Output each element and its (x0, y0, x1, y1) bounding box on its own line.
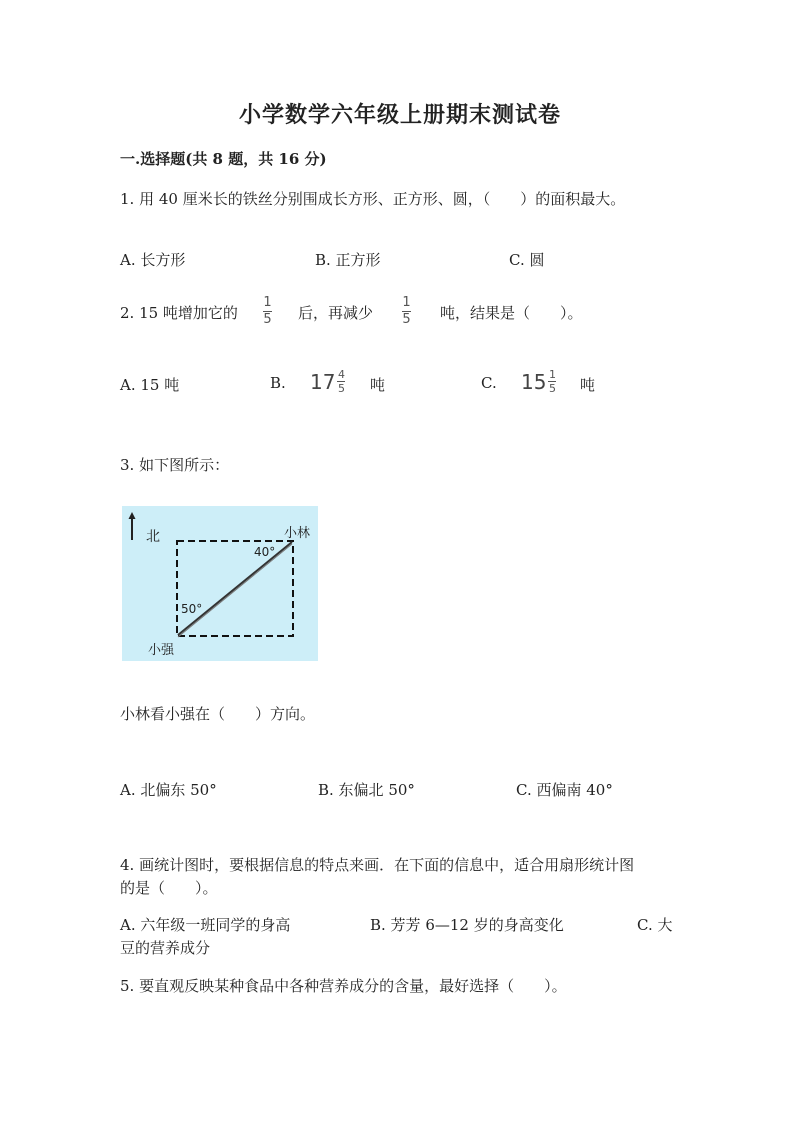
question-3-option-b: B. 东偏北 50° (318, 781, 415, 799)
question-2-option-b-label: B. (270, 374, 286, 392)
question-2-option-b-unit: 吨 (370, 376, 386, 394)
question-2-option-a: A. 15 吨 (120, 376, 180, 394)
question-2-option-c-unit: 吨 (580, 376, 596, 394)
angle-40-label: 40° (254, 545, 276, 559)
question-4-option-c: C. 大 (637, 916, 673, 934)
xiaoqiang-label: 小强 (148, 643, 175, 658)
question-4-stem-line1: 4. 画统计图时，要根据信息的特点来画．在下面的信息中，适合用扇形统计图 (120, 856, 635, 874)
mixed-whole: 15 (521, 369, 547, 394)
question-4-option-b: B. 芳芳 6—12 岁的身高变化 (370, 916, 564, 934)
fraction-denominator: 5 (548, 382, 556, 395)
fraction-numerator: 4 (337, 368, 345, 381)
question-5-stem: 5. 要直观反映某种食品中各种营养成分的含量，最好选择（ ）。 (120, 977, 567, 995)
question-2-text-part1: 2. 15 吨增加它的 (120, 304, 238, 322)
question-2-fraction-2 (402, 296, 411, 327)
question-3-stem: 3. 如下图所示： (120, 456, 230, 474)
fraction-denominator: 5 (263, 312, 272, 327)
xiaolin-label: 小林 (284, 526, 311, 541)
question-2-text-part2: 后，再减少 (298, 304, 374, 322)
angle-50-label: 50° (181, 602, 203, 616)
fraction-numerator: 1 (548, 368, 556, 381)
question-2-option-b-mixed-number (310, 369, 345, 394)
question-1-option-a: A. 长方形 (120, 251, 186, 269)
question-1-stem: 1. 用 40 厘米长的铁丝分别围成长方形、正方形、圆，（ ）的面积最大。 (120, 190, 626, 208)
mixed-fraction (337, 369, 345, 394)
page-title: 小学数学六年级上册期末测试卷 (238, 102, 561, 128)
fraction-numerator: 1 (402, 295, 411, 310)
question-2-option-c-label: C. (481, 374, 497, 392)
question-1-option-c: C. 圆 (509, 251, 545, 269)
fraction-numerator: 1 (263, 295, 272, 310)
question-3-option-c: C. 西偏南 40° (516, 781, 613, 799)
question-3-option-a: A. 北偏东 50° (120, 781, 217, 799)
question-2-option-c-mixed-number (521, 369, 556, 394)
fraction-denominator: 5 (337, 382, 345, 395)
question-1-option-b: B. 正方形 (315, 251, 381, 269)
direction-diagram-svg (122, 506, 318, 661)
mixed-fraction (548, 369, 556, 394)
question-2-text-part3: 吨，结果是（ ）。 (440, 304, 583, 322)
question-4-option-c-continued: 豆的营养成分 (120, 939, 211, 957)
question-4-stem-line2: 的是（ ）。 (120, 879, 218, 897)
fraction-denominator: 5 (402, 312, 411, 327)
direction-diagram (122, 506, 318, 661)
question-2-fraction-1 (263, 296, 272, 327)
question-3-question: 小林看小强在（ ）方向。 (120, 705, 316, 723)
north-label: 北 (146, 529, 160, 545)
question-4-option-a: A. 六年级一班同学的身高 (120, 916, 291, 934)
section-heading: 一.选择题(共 8 题，共 16 分) (120, 150, 327, 168)
mixed-whole: 17 (310, 369, 336, 394)
